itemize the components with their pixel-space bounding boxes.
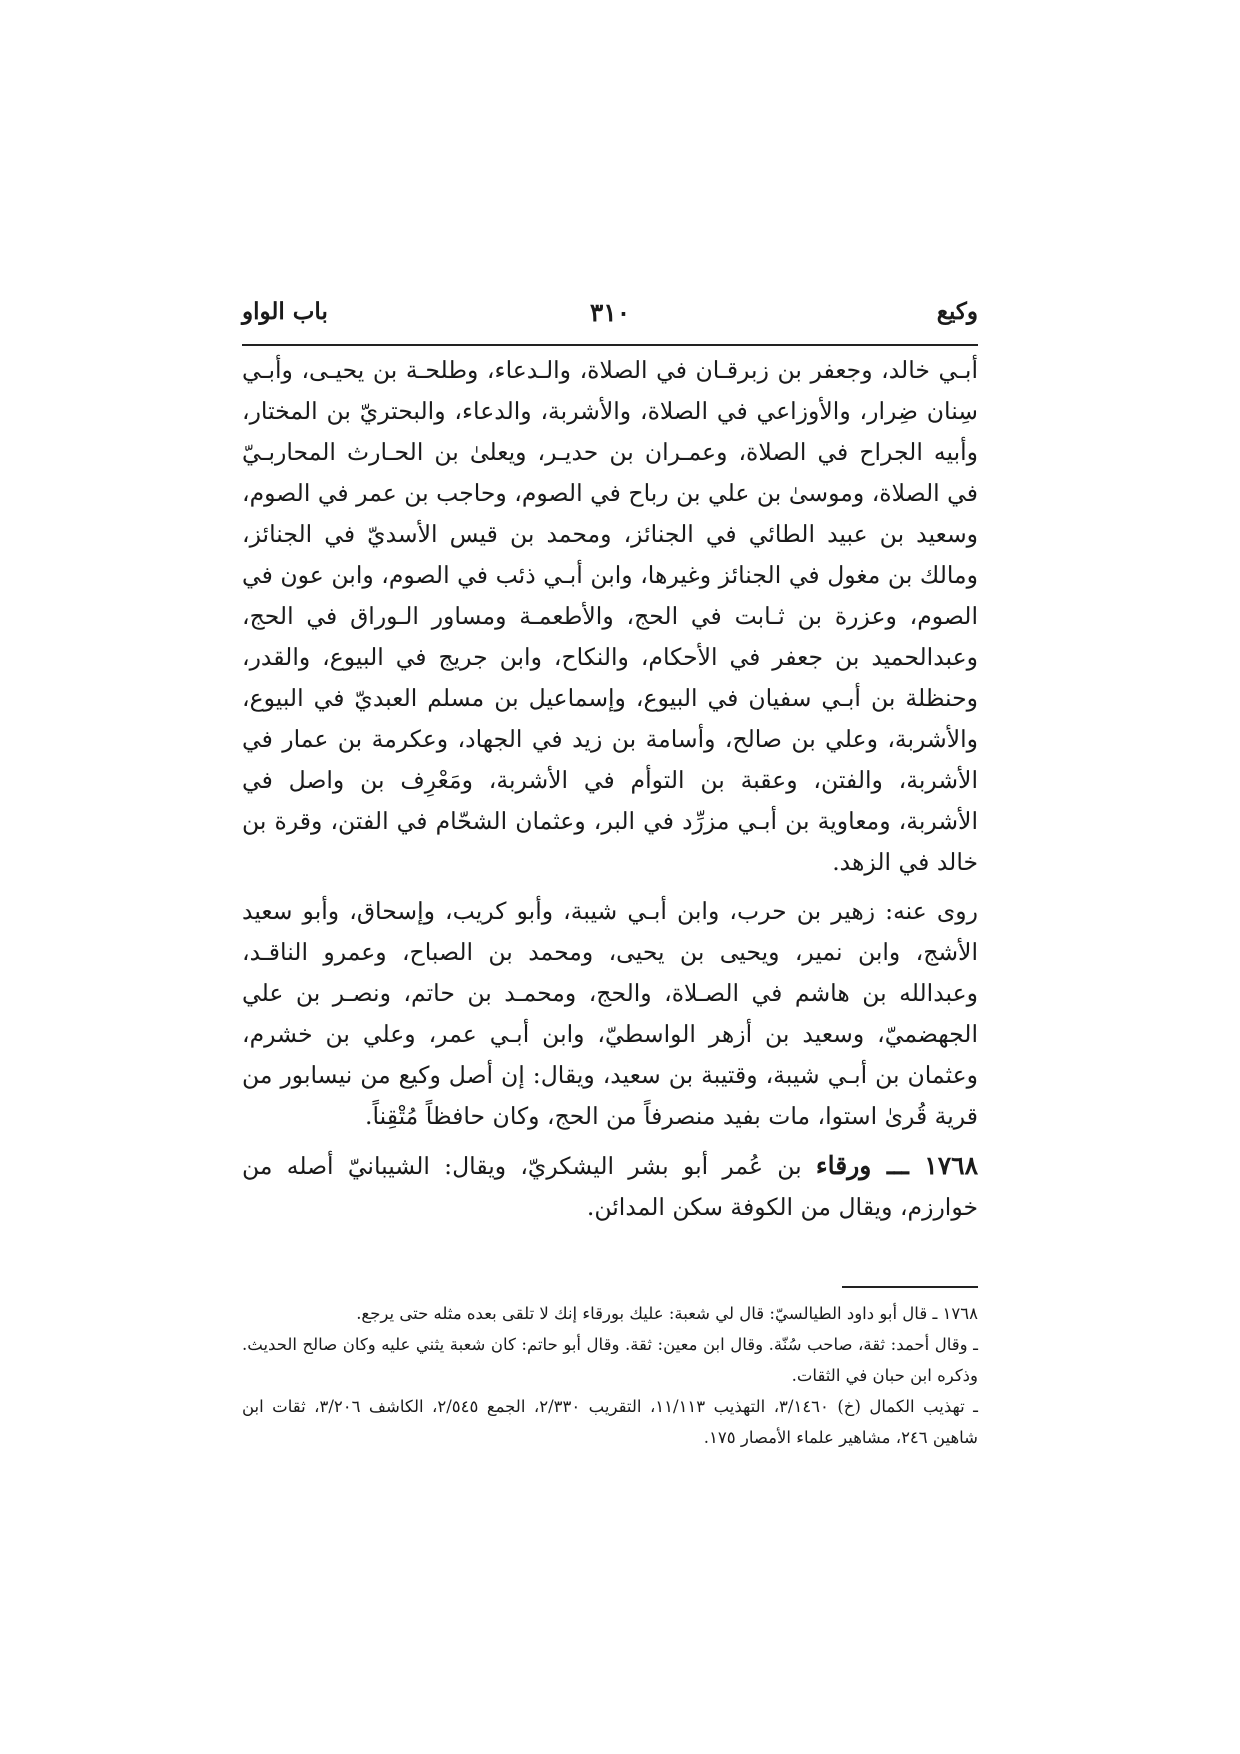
header-chapter-title: باب الواو xyxy=(242,298,328,325)
entry-number: ١٧٦٨ xyxy=(924,1151,978,1180)
entry-dash: ـــ xyxy=(871,1151,925,1180)
footnote-2: ـ وقال أحمد: ثقة، صاحب سُنّة. وقال ابن معين: ثقة. وقال أبو حاتم: كان شعبة يثني عليه وكان صالح الحديث. وذكره ابن حبان في الثقات. xyxy=(242,1335,978,1385)
footnote-3: ـ تهذيب الكمال (خ) ٣/١٤٦٠، التهذيب ١١/١١٣، التقريب ٢/٣٣٠، الجمع ٢/٥٤٥، الكاشف ٣/٢٠٦، ثقات ابن شاهين ٢٤٦، مشاهير علماء الأمصار ١٧٥. xyxy=(242,1397,978,1447)
teachers-paragraph: أبـي خالد، وجعفر بن زبرقـان في الصلاة، والـدعاء، وطلحـة بن يحيـى، وأبـي سِنان ضِرار، والأوزاعي في الصلاة، والأشربة، والدعاء، والبحتريّ بن المختار، وأبيه الجراح في الصلاة، وعمـران بن حديـر، ويعلىٰ بن الحـارث المحاربـيّ في الصلاة، وموسىٰ بن علي بن رباح في الصوم، وحاجب بن عمر في الصوم، وسعيد بن عبيد الطائي في الجنائز، ومحمد بن قيس الأسديّ في الجنائز، ومالك بن مغول في الجنائز وغيرها، وابن أبـي ذئب في الصوم، وابن عون في الصوم، وعزرة بن ثـابت في الحج، والأطعمـة ومساور الـوراق في الحج، وعبدالحميد بن جعفر في الأحكام، والنكاح، وابن جريج في البيوع، والقدر، وحنظلة بن أبـي سفيان في البيوع، وإسماعيل بن مسلم العبديّ في البيوع، والأشربة، وعلي بن صالح، وأسامة بن زيد في الجهاد، وعكرمة بن عمار في الأشربة، والفتن، وعقبة بن التوأم في الأشربة، ومَعْرِف بن واصل في الأشربة، ومعاوية بن أبـي مزرِّد في البر، وعثمان الشحّام في الفتن، وقرة بن خالد في الزهد. xyxy=(242,356,978,876)
page-number: ٣١٠ xyxy=(589,298,631,327)
running-header xyxy=(242,298,978,338)
entry-name: ورقاء xyxy=(815,1151,872,1180)
students-paragraph: روى عنه: زهير بن حرب، وابن أبـي شيبة، وأبو كريب، وإسحاق، وأبو سعيد الأشج، وابن نمير، ويحيى بن يحيى، ومحمد بن الصباح، وعمرو الناقـد، وعبدالله بن هاشم في الصـلاة، والحج، ومحمـد بن حاتم، ونصـر بن علي الجهضميّ، وسعيد بن أزهر الواسطيّ، وابن أبـي عمر، وعلي بن خشرم، وعثمان بن أبـي شيبة، وقتيبة بن سعيد، ويقال: إن أصل وكيع من نيسابور من قرية قُرىٰ استوا، مات بفيد منصرفاً من الحج، وكان حافظاً مُتْقِناً. xyxy=(242,897,978,1130)
entry-text: بن عُمر أبو بشر اليشكريّ، ويقال: الشيبانيّ أصله من خوارزم، ويقال من الكوفة سكن المدائن. xyxy=(242,1152,978,1221)
header-divider xyxy=(242,344,978,346)
entry-paragraph xyxy=(242,1145,978,1228)
header-entry-name: وكيع xyxy=(936,298,978,325)
footnote-divider xyxy=(842,1286,978,1288)
footnotes xyxy=(242,1298,978,1453)
main-text xyxy=(242,350,978,1228)
footnote-1: ١٧٦٨ ـ قال أبو داود الطيالسيّ: قال لي شعبة: عليك بورقاء إنك لا تلقى بعده مثله حتى يرجع. xyxy=(356,1304,978,1323)
